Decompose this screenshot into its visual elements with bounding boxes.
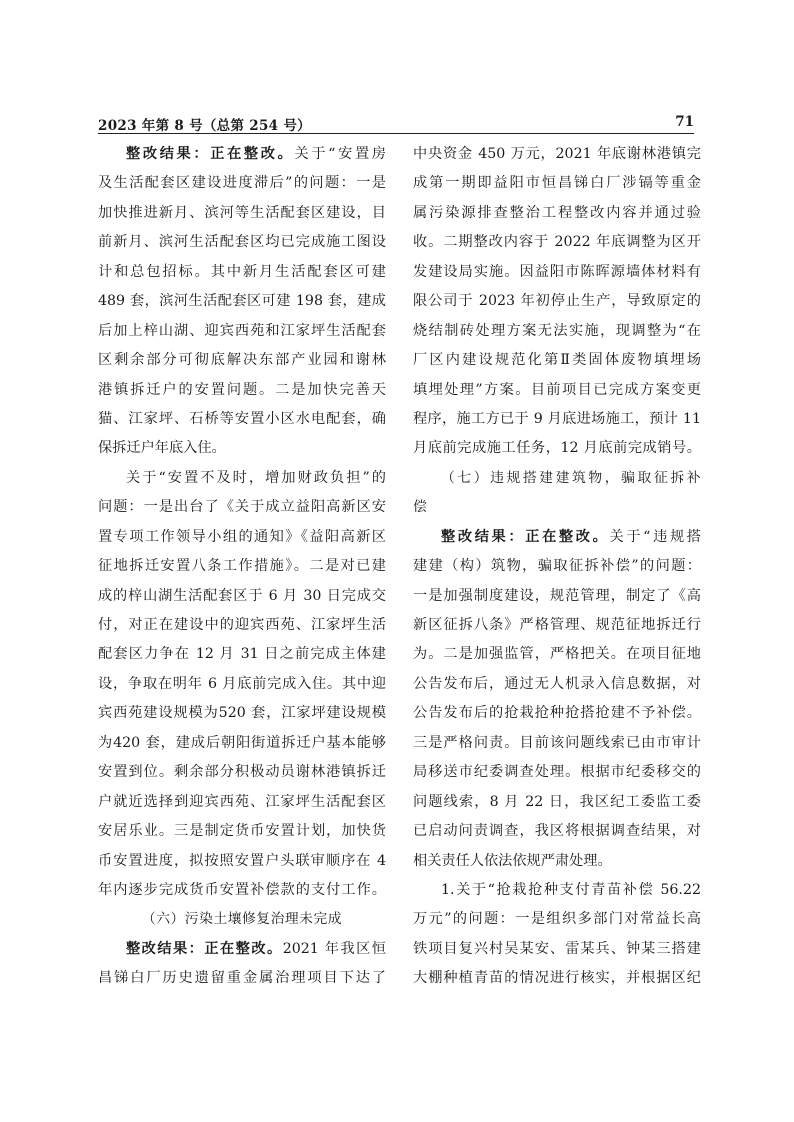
text-line xyxy=(413,317,701,346)
text-line xyxy=(98,552,386,581)
line-text: 限公司于 2023 年初停止生产，导致原定的 xyxy=(413,293,701,310)
line-text: 厂区内建设规范化第Ⅱ类固体废物填埋场 xyxy=(413,352,701,369)
text-line xyxy=(413,169,701,198)
text-line xyxy=(413,905,701,934)
line-text: 猫、江家坪、石桥等安置小区水电配套，确 xyxy=(98,410,386,427)
line-text: 月底前完成施工任务，12 月底前完成销号。 xyxy=(413,440,701,457)
line-text: 填埋处理”方案。目前项目已完成方案变更 xyxy=(413,381,701,398)
text-line xyxy=(413,847,701,876)
line-text: 属污染源排查整治工程整改内容并通过验 xyxy=(413,204,701,221)
line-text: 关于“安置不及时，增加财政负担”的 xyxy=(126,469,386,486)
line-text: 户就近选择到迎宾西苑、江家坪生活配套区 xyxy=(98,793,386,810)
line-text: 保拆迁户年底入住。 xyxy=(98,440,226,457)
line-text: 成第一期即益阳市恒昌锑白厂涉镉等重金 xyxy=(413,175,701,192)
line-text: 铁项目复兴村吴某安、雷某兵、钟某三搭建 xyxy=(413,940,701,957)
line-text: 征地拆迁安置八条工作措施》。二是对已建 xyxy=(98,558,386,575)
line-text: 收。二期整改内容于 2022 年底调整为区开 xyxy=(413,234,701,251)
text-line xyxy=(413,582,701,611)
rectification-result-label: 整改结果：正在整改。 xyxy=(126,146,295,162)
text-line xyxy=(98,964,386,993)
text-line xyxy=(98,169,386,198)
left-column xyxy=(98,140,386,994)
text-line xyxy=(413,758,701,787)
line-text: 万元”的问题：一是组织多部门对常益长高 xyxy=(413,911,701,928)
line-text: 币安置进度，拟按照安置户头联审顺序在 4 xyxy=(98,852,386,869)
issue-label: 2023 年第 8 号（总第 254 号） xyxy=(98,118,311,134)
text-line xyxy=(413,228,701,257)
text-line xyxy=(413,434,701,463)
text-line xyxy=(98,788,386,817)
section-heading-line xyxy=(413,464,701,493)
line-text: 后加上梓山湖、迎宾西苑和江家坪生活配套 xyxy=(98,322,386,339)
text-line xyxy=(98,228,386,257)
page-number: 71 xyxy=(675,114,694,130)
line-text: 关于“违规搭 xyxy=(609,528,701,545)
running-header xyxy=(98,112,694,134)
text-line xyxy=(413,788,701,817)
line-text: 已启动问责调查，我区将根据调查结果，对 xyxy=(413,823,701,840)
text-line xyxy=(413,729,701,758)
line-text: 安置到位。剩余部分积极动员谢林港镇拆迁 xyxy=(98,764,386,781)
line-text: 宾西苑建设规模为520 套，江家坪建设规模 xyxy=(98,705,386,722)
rectification-result-label: 整改结果：正在整改。 xyxy=(441,528,610,545)
line-text: 新区征拆八条》严格管理、规范征地拆迁行 xyxy=(413,617,701,633)
line-text: 1.关于“抢栽抢种支付青苗补偿 56.22 xyxy=(441,881,701,898)
text-line xyxy=(413,405,701,434)
text-line xyxy=(98,670,386,699)
line-text: 中央资金 450 万元，2021 年底谢林港镇完 xyxy=(413,146,701,162)
text-line xyxy=(413,640,701,669)
line-text: 区剩余部分可彻底解决东部产业园和谢林 xyxy=(98,352,386,369)
text-line xyxy=(98,935,386,964)
text-line xyxy=(413,876,701,905)
text-line xyxy=(98,493,386,522)
line-text: 问题：一是出台了《关于成立益阳高新区安 xyxy=(98,499,386,516)
line-text: 大棚种植青苗的情况进行核实，并根据区纪 xyxy=(413,970,701,987)
line-text: 一是加强制度建设，规范管理，制定了《高 xyxy=(413,587,701,604)
line-text: 付，对正在建设中的迎宾西苑、江家坪生活 xyxy=(98,617,386,633)
text-line xyxy=(413,199,701,228)
line-text: 问题线索，8 月 22 日，我区纪工委监工委 xyxy=(413,793,701,810)
text-line xyxy=(98,434,386,463)
text-line xyxy=(98,317,386,346)
text-line xyxy=(98,376,386,405)
text-line xyxy=(413,670,701,699)
text-line xyxy=(98,847,386,876)
text-line xyxy=(413,346,701,375)
line-text: 计和总包招标。其中新月生活配套区可建 xyxy=(98,263,386,280)
text-line xyxy=(98,876,386,905)
text-line xyxy=(98,640,386,669)
line-text: 前新月、滨河生活配套区均已完成施工图设 xyxy=(98,234,386,251)
line-text: 发建设局实施。因益阳市陈晖源墙体材料有 xyxy=(413,263,701,280)
line-text: 公告发布后的抢栽抢种抢搭抢建不予补偿。 xyxy=(413,705,701,722)
line-text: 年内逐步完成货币安置补偿款的支付工作。 xyxy=(98,881,386,898)
text-line xyxy=(413,817,701,846)
text-line xyxy=(98,699,386,728)
line-text: 昌锑白厂历史遗留重金属治理项目下达了 xyxy=(98,970,386,987)
text-line xyxy=(413,140,701,169)
text-line xyxy=(413,523,701,552)
line-text: 建建（构）筑物，骗取征拆补偿”的问题： xyxy=(413,558,701,575)
text-line xyxy=(98,729,386,758)
line-text: 程序，施工方已于 9 月底进场施工，预计 11 xyxy=(413,410,701,427)
line-text: 为420 套，建成后朝阳街道拆迁户基本能够 xyxy=(98,734,386,751)
text-line xyxy=(413,935,701,964)
section-heading-line xyxy=(413,493,701,522)
text-line xyxy=(413,258,701,287)
text-line xyxy=(98,346,386,375)
line-text: 烧结制砖处理方案无法实施，现调整为“在 xyxy=(413,322,701,339)
line-text: 港镇拆迁户的安置问题。二是加快完善天 xyxy=(98,381,386,398)
line-text: 489 套，滨河生活配套区可建 198 套，建成 xyxy=(98,293,386,310)
line-text: （七）违规搭建建筑物，骗取征拆补 xyxy=(441,469,701,486)
line-text: 三是严格问责。目前该问题线索已由市审计 xyxy=(413,734,701,751)
text-line xyxy=(413,287,701,316)
text-line xyxy=(98,405,386,434)
rectification-result-label: 整改结果：正在整改。 xyxy=(126,940,283,957)
line-text: （六）污染土壤修复治理未完成 xyxy=(141,911,343,928)
section-heading-line xyxy=(98,905,386,934)
text-line xyxy=(98,611,386,640)
line-text: 加快推进新月、滨河等生活配套区建设，目 xyxy=(98,204,386,221)
text-line xyxy=(413,611,701,640)
line-text: 关于“安置房 xyxy=(294,146,386,162)
line-text: 偿 xyxy=(413,499,428,516)
text-line xyxy=(98,523,386,552)
text-line xyxy=(98,758,386,787)
line-text: 局移送市纪委调查处理。根据市纪委移交的 xyxy=(413,764,701,781)
line-text: 配套区力争在 12 月 31 日之前完成主体建 xyxy=(98,646,386,663)
line-text: 成的梓山湖生活配套区于 6 月 30 日完成交 xyxy=(98,587,386,604)
text-line xyxy=(413,376,701,405)
right-column xyxy=(413,140,701,994)
text-line xyxy=(413,964,701,993)
text-line xyxy=(98,258,386,287)
line-text: 置专项工作领导小组的通知》《益阳高新区 xyxy=(98,528,386,545)
text-line xyxy=(98,582,386,611)
text-line xyxy=(98,817,386,846)
text-line xyxy=(98,287,386,316)
text-line xyxy=(98,464,386,493)
line-text: 设，争取在明年 6 月底前完成入住。其中迎 xyxy=(98,675,386,692)
line-text: 安居乐业。三是制定货币安置计划，加快货 xyxy=(98,823,386,840)
text-line xyxy=(98,199,386,228)
line-text: 相关责任人依法依规严肃处理。 xyxy=(413,852,612,869)
line-text: 2021 年我区恒 xyxy=(282,940,386,957)
line-text: 公告发布后，通过无人机录入信息数据，对 xyxy=(413,675,701,692)
line-text: 为。二是加强监管，严格把关。在项目征地 xyxy=(413,646,701,663)
header-divider xyxy=(98,133,694,134)
line-text: 及生活配套区建设进度滞后”的问题：一是 xyxy=(98,175,386,192)
text-line xyxy=(413,552,701,581)
text-line xyxy=(413,699,701,728)
text-line xyxy=(98,140,386,169)
